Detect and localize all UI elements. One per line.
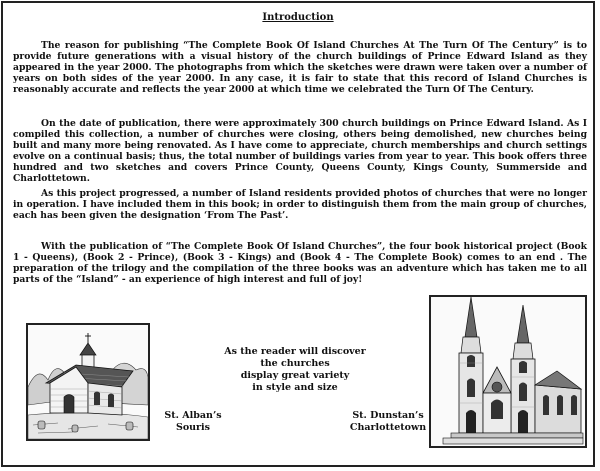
paragraph-from-the-past: As this project progressed, a number of Island residents provided photos of churches that were no longer in operation. I have included them in this book; in order to distinguish them from the main group of churches, each has been given the designation ‘From The Past’.: [13, 188, 587, 221]
church-location: Souris: [175, 422, 211, 433]
church-location: Charlottetown: [349, 422, 427, 433]
center-caption: [215, 346, 375, 394]
paragraph-publication: On the date of publication, there were approximately 300 church buildings on Prince Edward Island. As I compiled this collection, a number of churches were closing, others being demolished, new churches being built and many more being renovated. As I have come to appreciate, church memberships and church settings evolve on a continual basis; thus, the total number of buildings varies from year to year. This book offers three hundred and two sketches and covers Prince County, Queens County, Kings County, Summerside and Charlottetown.: [13, 118, 587, 184]
center-caption-line: display great variety: [240, 370, 350, 381]
st-albans-caption: [163, 410, 223, 434]
center-caption-line: As the reader will discover: [224, 346, 366, 357]
st-dunstans-caption: [343, 410, 433, 434]
center-caption-line: the churches: [260, 358, 330, 369]
paragraph-purpose: The reason for publishing “The Complete Book Of Island Churches At The Turn Of The Century” is to provide future generations with a visual history of the church buildings of Prince Edward Island as they appeared in the year 2000. The photographs from which the sketches were drawn were taken over a number of years on both sides of the year 2000. In any case, it is fair to state that this record of Island Churches is reasonably accurate and reflects the year 2000 at which time we celebrated the Turn Of The Century.: [13, 40, 587, 95]
page-border: [1, 1, 595, 467]
st-dunstans-sketch: [429, 295, 587, 448]
st-albans-church-drawing: [28, 325, 148, 439]
center-caption-line: in style and size: [252, 382, 338, 393]
st-albans-sketch: [26, 323, 150, 441]
page-title: Introduction: [262, 12, 334, 23]
st-dunstans-cathedral-drawing: [431, 297, 585, 446]
paragraph-conclusion: With the publication of “The Complete Book Of Island Churches”, the four book historical project (Book 1 - Queens), (Book 2 - Prince), (Book 3 - Kings) and (Book 4 - The Complete Book) comes to an end . The preparation of the trilogy and the compilation of the three books was an adventure which has taken me to all parts of the “Island” - an experience of high interest and full of joy!: [13, 241, 587, 285]
church-name: St. Dunstan’s: [352, 410, 424, 421]
church-name: St. Alban’s: [164, 410, 222, 421]
